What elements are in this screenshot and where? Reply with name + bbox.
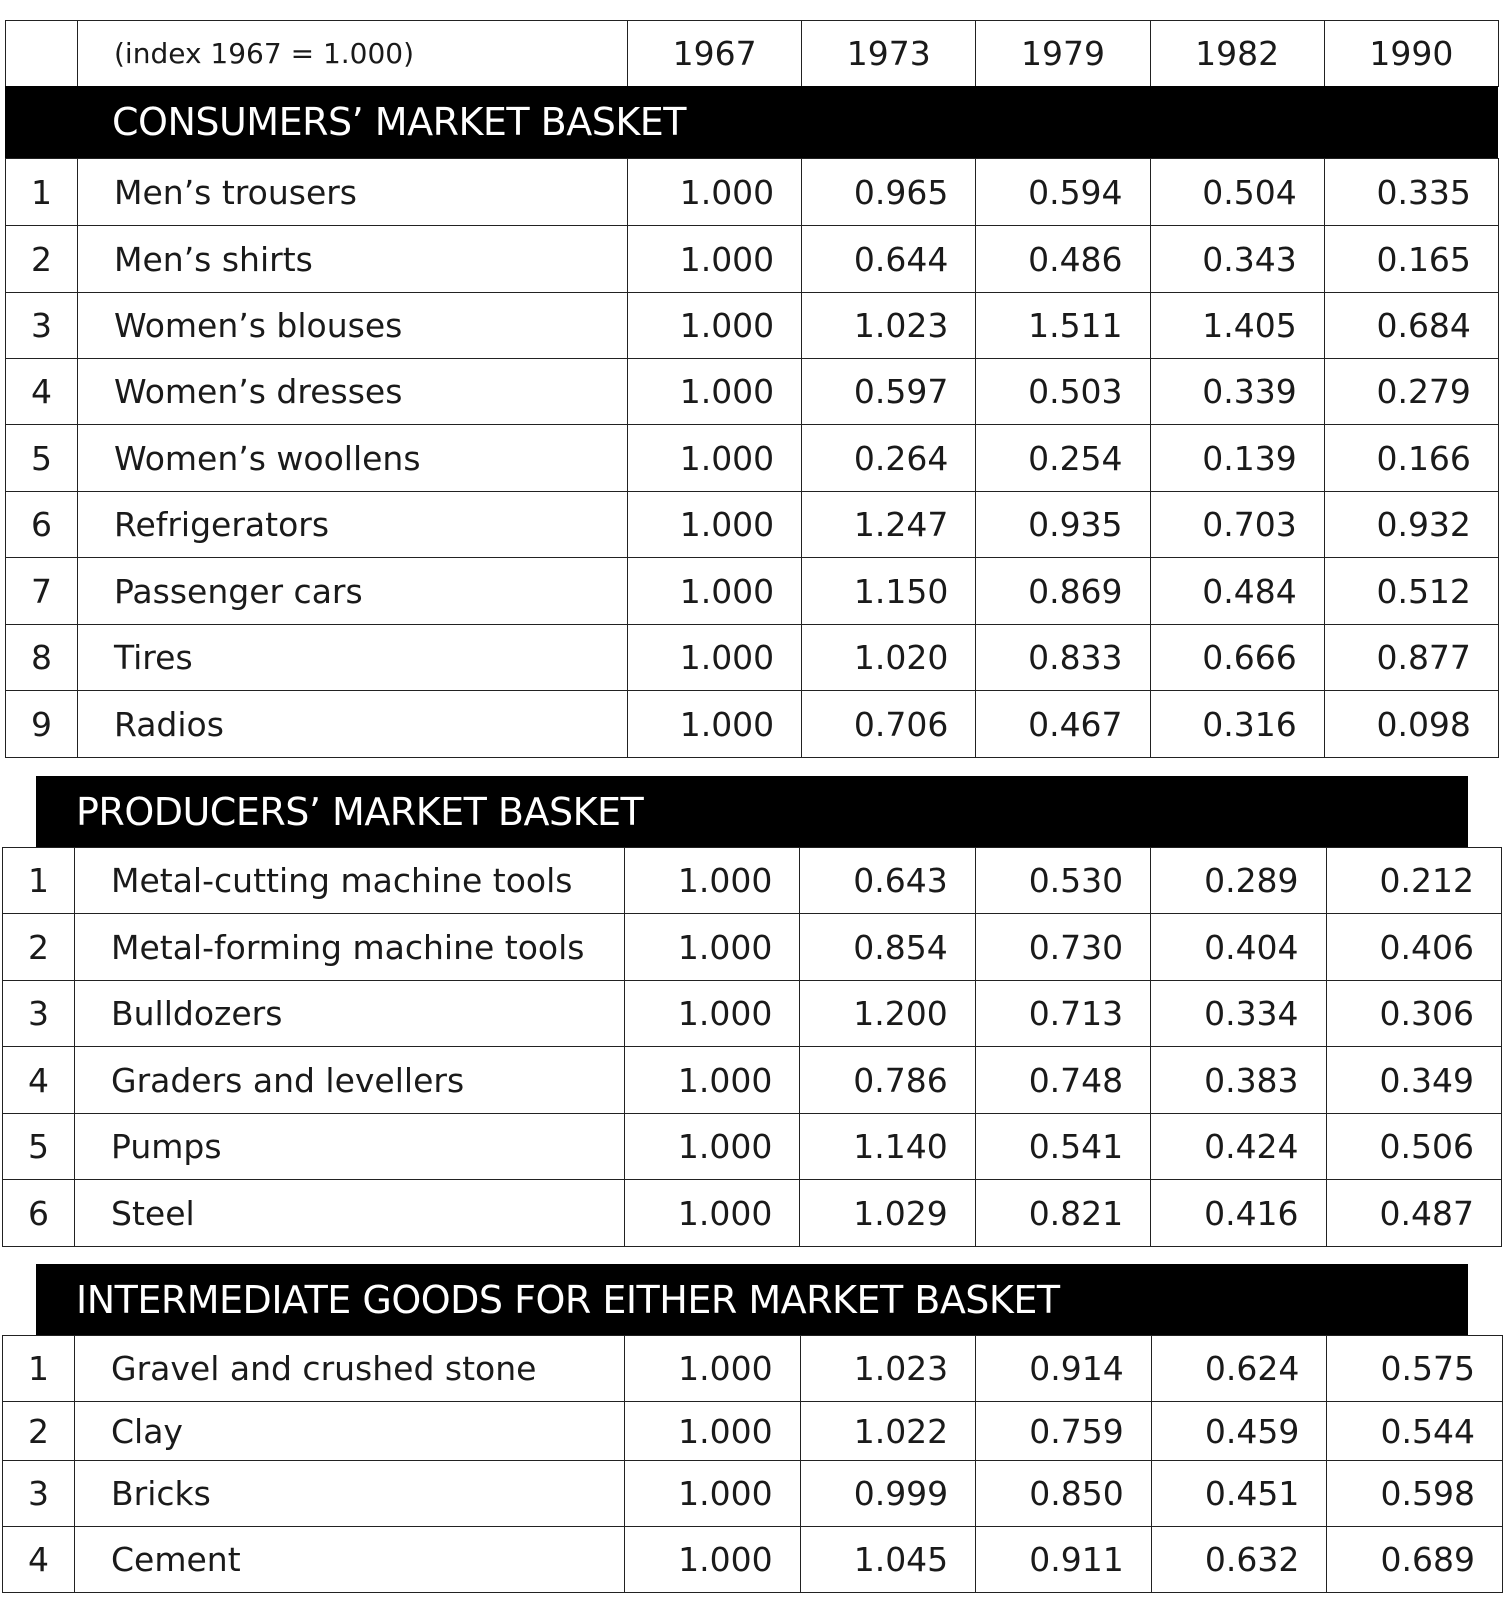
- index-value: 1.000: [628, 558, 802, 625]
- table-row: [6, 625, 1499, 691]
- index-value: 0.932: [1324, 492, 1498, 558]
- index-value: 0.869: [976, 558, 1150, 625]
- table-row: [6, 359, 1499, 425]
- row-number: 1: [3, 1336, 75, 1402]
- index-value: 1.200: [800, 981, 975, 1047]
- header-table: [5, 20, 1499, 87]
- index-value: 0.139: [1150, 425, 1324, 492]
- index-note: (index 1967 = 1.000): [78, 21, 628, 87]
- table-row: [3, 1047, 1502, 1114]
- row-number: 5: [3, 1114, 75, 1180]
- table-row: [3, 981, 1502, 1047]
- index-value: 0.748: [975, 1047, 1150, 1114]
- table-row: [3, 1402, 1503, 1461]
- index-value: 0.911: [976, 1527, 1152, 1593]
- index-value: 1.000: [628, 625, 802, 691]
- item-name: Women’s woollens: [78, 425, 628, 492]
- index-value: 1.000: [625, 1527, 801, 1593]
- year-header: [5, 20, 1498, 87]
- index-value: 0.503: [976, 359, 1150, 425]
- year-header-cell: 1967: [628, 21, 802, 87]
- row-number: 1: [3, 848, 75, 914]
- index-value: 1.150: [802, 558, 976, 625]
- item-name: Women’s blouses: [78, 293, 628, 359]
- index-value: 0.689: [1327, 1527, 1503, 1593]
- item-name: Bulldozers: [75, 981, 625, 1047]
- index-value: 0.730: [975, 914, 1150, 981]
- index-value: 0.416: [1151, 1180, 1326, 1247]
- row-number: 2: [3, 914, 75, 981]
- item-name: Graders and levellers: [75, 1047, 625, 1114]
- index-value: 1.000: [628, 293, 802, 359]
- row-number: 7: [6, 558, 78, 625]
- table-row: [3, 1527, 1503, 1593]
- index-value: 0.166: [1324, 425, 1498, 492]
- section-table-wrapper: [2, 1335, 1502, 1593]
- row-number: 3: [3, 1461, 75, 1527]
- section-table-wrapper: [5, 158, 1498, 758]
- index-value: 0.467: [976, 691, 1150, 758]
- index-value: 0.343: [1150, 226, 1324, 293]
- index-value: 0.821: [975, 1180, 1150, 1247]
- index-value: 0.451: [1151, 1461, 1327, 1527]
- index-value: 0.512: [1324, 558, 1498, 625]
- index-value: 0.339: [1150, 359, 1324, 425]
- year-header-cell: 1982: [1150, 21, 1324, 87]
- table-row: [3, 914, 1502, 981]
- row-number: 5: [6, 425, 78, 492]
- index-value: 1.000: [625, 1336, 801, 1402]
- index-value: 0.289: [1151, 848, 1326, 914]
- index-value: 1.000: [628, 159, 802, 226]
- index-value: 0.854: [800, 914, 975, 981]
- index-value: 0.786: [800, 1047, 975, 1114]
- section-title-band: [36, 1264, 1468, 1335]
- table-row: [6, 492, 1499, 558]
- index-value: 0.098: [1324, 691, 1498, 758]
- index-value: 0.335: [1324, 159, 1498, 226]
- index-value: 1.000: [628, 492, 802, 558]
- item-name: Tires: [78, 625, 628, 691]
- index-value: 1.045: [800, 1527, 976, 1593]
- index-value: 1.000: [625, 1047, 800, 1114]
- item-name: Metal-forming machine tools: [75, 914, 625, 981]
- index-value: 0.877: [1324, 625, 1498, 691]
- index-value: 0.406: [1326, 914, 1501, 981]
- item-name: Steel: [75, 1180, 625, 1247]
- index-value: 1.029: [800, 1180, 975, 1247]
- index-value: 1.000: [625, 1114, 800, 1180]
- table-row: [6, 293, 1499, 359]
- index-value: 0.306: [1326, 981, 1501, 1047]
- section-title-band: [5, 86, 1498, 158]
- row-number: 4: [6, 359, 78, 425]
- index-value: 0.684: [1324, 293, 1498, 359]
- index-value: 1.405: [1150, 293, 1324, 359]
- table-row: [3, 1114, 1502, 1180]
- index-value: 0.666: [1150, 625, 1324, 691]
- index-value: 1.511: [976, 293, 1150, 359]
- index-value: 1.000: [625, 1180, 800, 1247]
- index-value: 0.598: [1327, 1461, 1503, 1527]
- index-value: 1.140: [800, 1114, 975, 1180]
- item-name: Men’s shirts: [78, 226, 628, 293]
- index-value: 1.000: [628, 425, 802, 492]
- year-header-cell: 1979: [976, 21, 1150, 87]
- item-name: Metal-cutting machine tools: [75, 848, 625, 914]
- section-table: [2, 847, 1502, 1247]
- section-table: [2, 1335, 1503, 1593]
- index-value: 1.020: [802, 625, 976, 691]
- index-value: 1.022: [800, 1402, 976, 1461]
- index-value: 0.624: [1151, 1336, 1327, 1402]
- section-title: CONSUMERS’ MARKET BASKET: [112, 100, 687, 144]
- row-number: 6: [6, 492, 78, 558]
- row-number: 4: [3, 1527, 75, 1593]
- index-value: 0.486: [976, 226, 1150, 293]
- item-name: Bricks: [75, 1461, 625, 1527]
- item-name: Radios: [78, 691, 628, 758]
- index-value: 0.935: [976, 492, 1150, 558]
- index-value: 0.914: [976, 1336, 1152, 1402]
- header-row: [6, 21, 1499, 87]
- row-number: 1: [6, 159, 78, 226]
- index-value: 1.000: [625, 1402, 801, 1461]
- row-number: 2: [6, 226, 78, 293]
- item-name: Cement: [75, 1527, 625, 1593]
- table-row: [6, 425, 1499, 492]
- row-number: 8: [6, 625, 78, 691]
- index-value: 0.759: [976, 1402, 1152, 1461]
- row-number: 3: [6, 293, 78, 359]
- table-row: [6, 226, 1499, 293]
- table-row: [6, 691, 1499, 758]
- section-title-band: [36, 776, 1468, 847]
- index-value: 0.541: [975, 1114, 1150, 1180]
- row-number: 3: [3, 981, 75, 1047]
- index-value: 0.530: [975, 848, 1150, 914]
- index-value: 0.965: [802, 159, 976, 226]
- index-value: 0.383: [1151, 1047, 1326, 1114]
- row-number: 4: [3, 1047, 75, 1114]
- index-value: 0.506: [1326, 1114, 1501, 1180]
- section-table: [5, 158, 1499, 758]
- index-value: 0.264: [802, 425, 976, 492]
- index-value: 0.597: [802, 359, 976, 425]
- index-value: 0.504: [1150, 159, 1324, 226]
- table-row: [6, 558, 1499, 625]
- item-name: Women’s dresses: [78, 359, 628, 425]
- year-header-cell: 1973: [802, 21, 976, 87]
- index-value: 0.833: [976, 625, 1150, 691]
- year-header-cell: 1990: [1324, 21, 1498, 87]
- index-value: 0.632: [1151, 1527, 1327, 1593]
- index-value: 1.000: [628, 691, 802, 758]
- index-value: 0.254: [976, 425, 1150, 492]
- row-number: 2: [3, 1402, 75, 1461]
- index-value: 0.404: [1151, 914, 1326, 981]
- item-name: Clay: [75, 1402, 625, 1461]
- index-value: 0.643: [800, 848, 975, 914]
- index-value: 0.487: [1326, 1180, 1501, 1247]
- item-name: Refrigerators: [78, 492, 628, 558]
- table-row: [3, 1461, 1503, 1527]
- index-value: 0.644: [802, 226, 976, 293]
- row-number: 6: [3, 1180, 75, 1247]
- header-blank-cell: [6, 21, 78, 87]
- item-name: Passenger cars: [78, 558, 628, 625]
- table-row: [3, 1180, 1502, 1247]
- index-value: 1.000: [625, 914, 800, 981]
- item-name: Men’s trousers: [78, 159, 628, 226]
- row-number: 9: [6, 691, 78, 758]
- item-name: Pumps: [75, 1114, 625, 1180]
- index-value: 1.000: [625, 848, 800, 914]
- index-value: 1.247: [802, 492, 976, 558]
- table-row: [3, 1336, 1503, 1402]
- index-value: 0.349: [1326, 1047, 1501, 1114]
- index-value: 0.334: [1151, 981, 1326, 1047]
- index-value: 0.850: [976, 1461, 1152, 1527]
- section-table-wrapper: [2, 847, 1501, 1247]
- index-value: 0.999: [800, 1461, 976, 1527]
- item-name: Gravel and crushed stone: [75, 1336, 625, 1402]
- index-value: 0.713: [975, 981, 1150, 1047]
- section-title: PRODUCERS’ MARKET BASKET: [76, 789, 644, 834]
- index-value: 0.459: [1151, 1402, 1327, 1461]
- index-value: 0.316: [1150, 691, 1324, 758]
- index-value: 1.000: [625, 1461, 801, 1527]
- index-value: 1.023: [800, 1336, 976, 1402]
- index-value: 0.424: [1151, 1114, 1326, 1180]
- index-value: 1.023: [802, 293, 976, 359]
- index-value: 0.706: [802, 691, 976, 758]
- section-title: INTERMEDIATE GOODS FOR EITHER MARKET BASKET: [76, 1277, 1060, 1322]
- index-value: 1.000: [628, 359, 802, 425]
- index-value: 0.575: [1327, 1336, 1503, 1402]
- index-value: 0.484: [1150, 558, 1324, 625]
- index-value: 1.000: [625, 981, 800, 1047]
- index-value: 0.703: [1150, 492, 1324, 558]
- table-row: [6, 159, 1499, 226]
- index-value: 0.279: [1324, 359, 1498, 425]
- index-value: 0.544: [1327, 1402, 1503, 1461]
- index-value: 1.000: [628, 226, 802, 293]
- index-value: 0.594: [976, 159, 1150, 226]
- index-value: 0.212: [1326, 848, 1501, 914]
- index-value: 0.165: [1324, 226, 1498, 293]
- table-row: [3, 848, 1502, 914]
